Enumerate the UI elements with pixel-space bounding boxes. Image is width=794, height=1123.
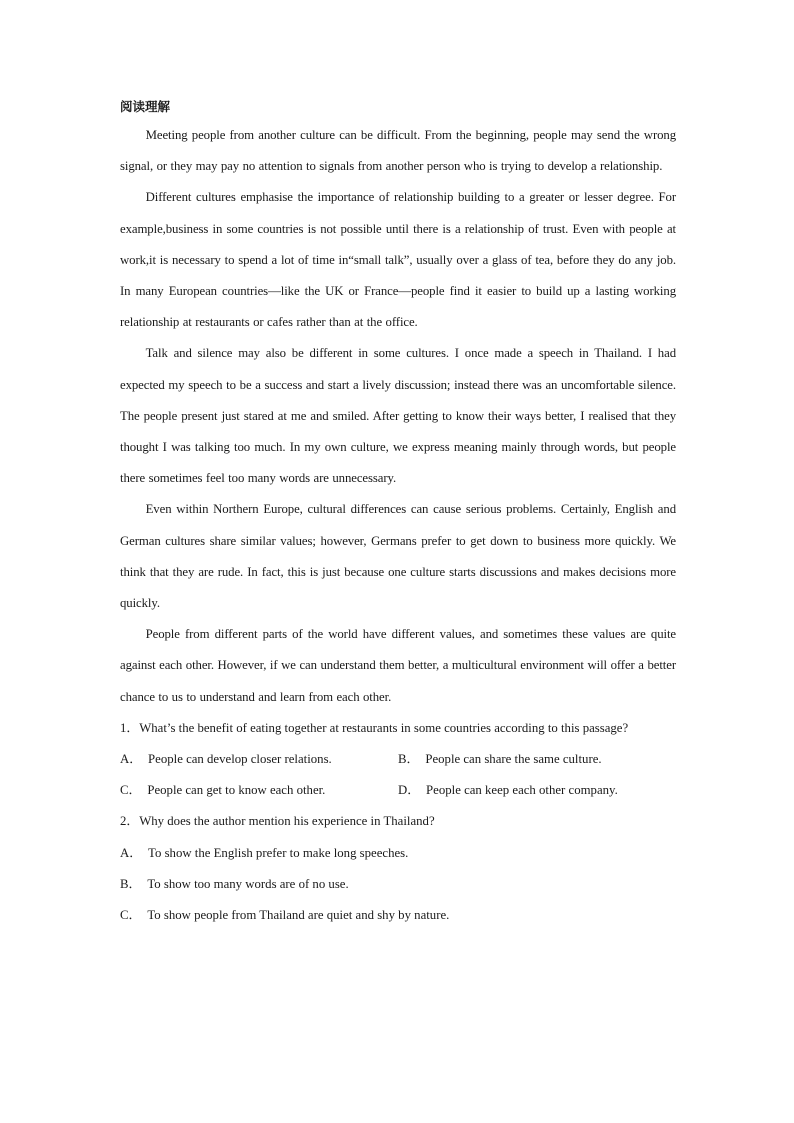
question-1-option-c[interactable] bbox=[120, 775, 398, 806]
question-1-option-a[interactable] bbox=[120, 744, 398, 775]
question-1-text: What’s the benefit of eating together at restaurants in some countries according to this passage? bbox=[139, 720, 629, 735]
option-label: C． bbox=[120, 783, 142, 798]
option-text: To show too many words are of no use. bbox=[147, 876, 349, 891]
question-2-number: 2． bbox=[120, 814, 140, 829]
question-1 bbox=[120, 713, 676, 744]
option-text: To show the English prefer to make long speeches. bbox=[148, 845, 409, 860]
option-text: People can share the same culture. bbox=[425, 752, 602, 767]
option-text: People can develop closer relations. bbox=[148, 752, 332, 767]
section-heading: 阅读理解 bbox=[120, 99, 171, 114]
option-label: A． bbox=[120, 752, 143, 767]
option-label: A． bbox=[120, 845, 143, 860]
passage-paragraph-3: Talk and silence may also be different in some cultures. I once made a speech in Thailand. I had expected my speech to be a success and start a lively discussion; instead there was an uncomfortable silence. The people present just stared at me and smiled. After getting to know their ways better, I realised that they thought I was talking too much. In my own culture, we express meaning mainly through words, but people there sometimes feel too many words are unnecessary. bbox=[120, 346, 676, 486]
option-label: C． bbox=[120, 908, 142, 923]
question-2 bbox=[120, 806, 676, 837]
question-1-number: 1． bbox=[120, 720, 140, 735]
question-2-text: Why does the author mention his experience in Thailand? bbox=[139, 814, 435, 829]
passage-paragraph-5: People from different parts of the world have different values, and sometimes these values are quite against each other. However, if we can understand them better, a multicultural environment will offer a better chance to us to understand and learn from each other. bbox=[120, 627, 676, 704]
question-1-options-row-2 bbox=[120, 775, 676, 806]
question-1-options-row-1 bbox=[120, 744, 676, 775]
passage-paragraph-2: Different cultures emphasise the importance of relationship building to a greater or lesser degree. For example,business in some countries is not possible until there is a relationship of trust. Even with people at work,it is necessary to spend a lot of time in“small talk”, usually over a glass of tea, before they do any job. In many European countries—like the UK or France—people find it easier to build up a lasting working relationship at restaurants or cafes rather than at the office. bbox=[120, 190, 676, 330]
question-2-option-a[interactable] bbox=[120, 838, 676, 869]
document-page bbox=[120, 94, 676, 931]
passage-paragraph-4: Even within Northern Europe, cultural differences can cause serious problems. Certainly, English and German cultures share similar values; however, Germans prefer to get down to business more quickly. We think that they are rude. In fact, this is just because one culture starts discussions and makes decisions more quickly. bbox=[120, 502, 676, 611]
question-1-option-b[interactable] bbox=[398, 744, 676, 775]
option-text: People can get to know each other. bbox=[147, 783, 326, 798]
option-text: People can keep each other company. bbox=[426, 783, 618, 798]
question-1-option-d[interactable] bbox=[398, 775, 676, 806]
question-2-option-b[interactable] bbox=[120, 869, 676, 900]
question-2-option-c[interactable] bbox=[120, 900, 676, 931]
option-label: B． bbox=[398, 752, 420, 767]
option-label: B． bbox=[120, 876, 142, 891]
option-label: D． bbox=[398, 783, 421, 798]
passage-paragraph-1: Meeting people from another culture can be difficult. From the beginning, people may send the wrong signal, or they may pay no attention to signals from another person who is trying to develop a relationship. bbox=[120, 128, 676, 174]
option-text: To show people from Thailand are quiet and shy by nature. bbox=[147, 908, 450, 923]
